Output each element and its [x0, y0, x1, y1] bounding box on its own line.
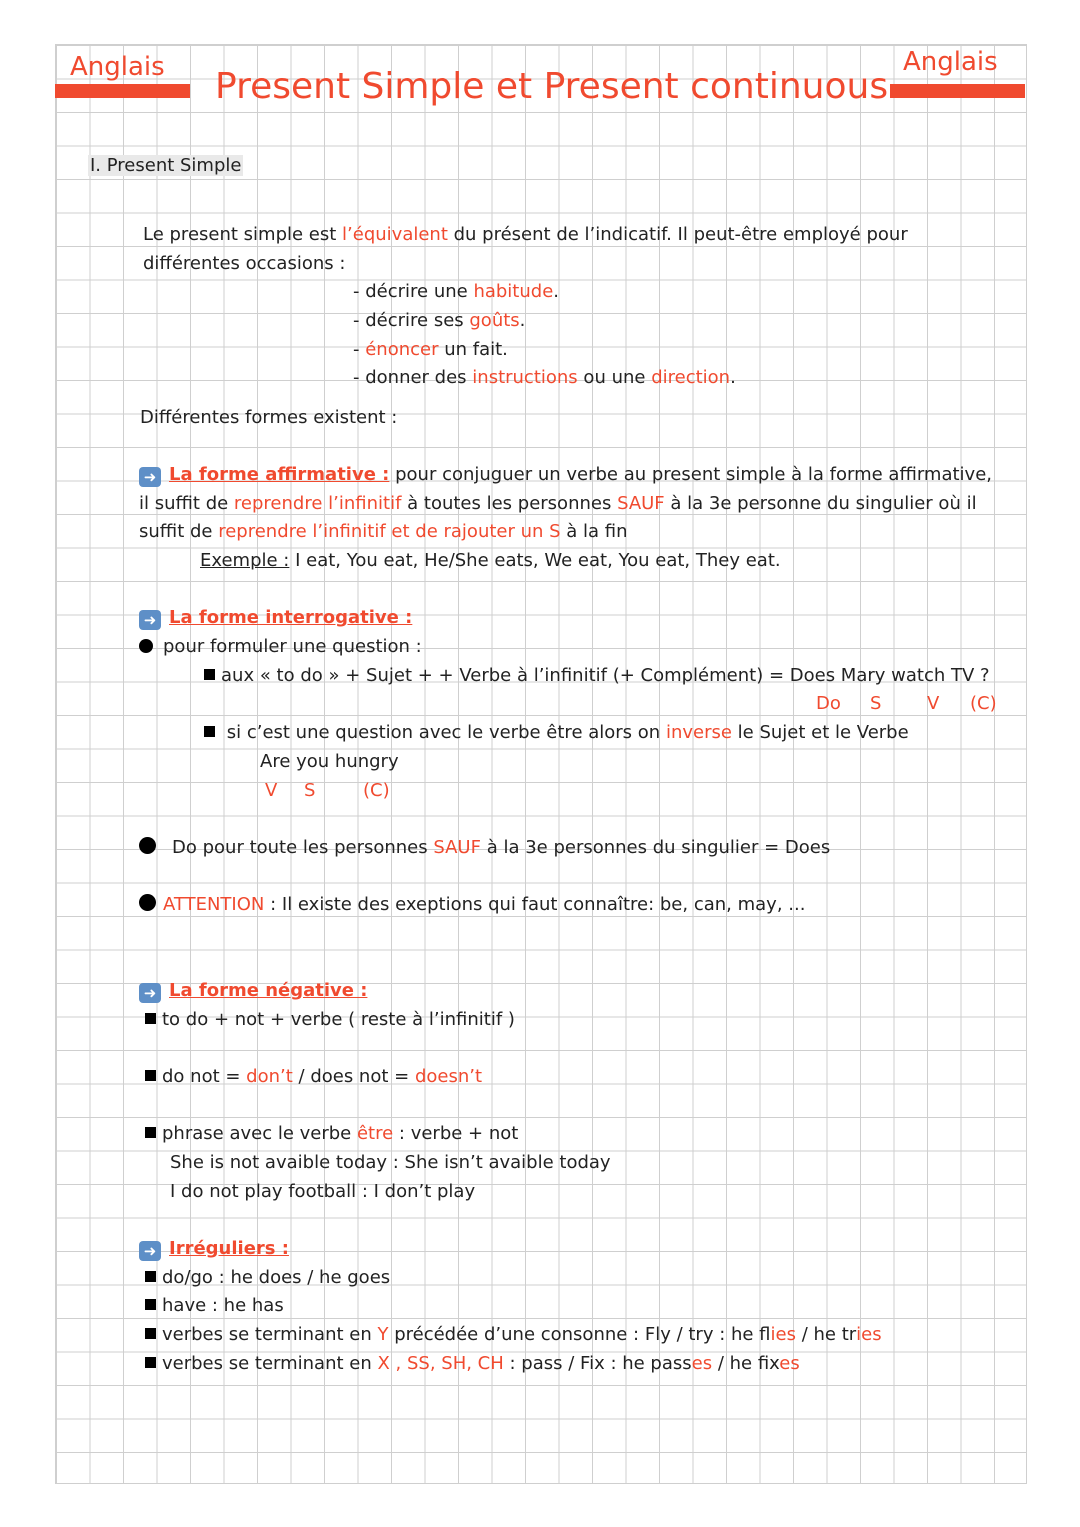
negative-rule-3: phrase avec le verbe être : verbe + not [145, 1120, 518, 1149]
bullet-dot-icon [139, 837, 156, 854]
affirmative-line-1: ➜ La forme affirmative : pour conjuguer un verbe au present simple à la forme affirmative, [139, 461, 992, 490]
irregular-item: verbes se terminant en X , SS, SH, CH : pass / Fix : he passes / he fixes [145, 1350, 800, 1379]
arrow-right-icon: ➜ [139, 1241, 161, 1261]
forms-intro: Différentes formes existent : [140, 407, 398, 428]
square-bullet-icon [145, 1013, 156, 1024]
rule2-tag: S [304, 780, 316, 801]
square-bullet-icon [145, 1271, 156, 1282]
interrogative-rule-1: aux « to do » + Sujet + + Verbe à l’infinitif (+ Complément) = Does Mary watch TV ? [204, 662, 990, 691]
use-item: - donner des instructions ou une direction. [353, 367, 736, 388]
attention-note: ATTENTION : Il existe des exeptions qui faut connaître: be, can, may, ... [139, 891, 805, 920]
negative-example-1: She is not avaible today : She isn’t avaible today [170, 1152, 611, 1173]
use-item: - énoncer un fait. [353, 339, 508, 360]
affirmative-example: Exemple : I eat, You eat, He/She eats, We eat, You eat, They eat. [200, 550, 781, 571]
irregular-item: do/go : he does / he goes [145, 1264, 390, 1293]
arrow-right-icon: ➜ [139, 610, 161, 630]
right-subject-label: Anglais [903, 47, 998, 77]
square-bullet-icon [145, 1357, 156, 1368]
square-bullet-icon [145, 1328, 156, 1339]
square-bullet-icon [145, 1127, 156, 1138]
section-label: I. Present Simple [90, 155, 242, 176]
arrow-right-icon: ➜ [139, 467, 161, 487]
rule1-tag: S [870, 693, 882, 714]
rule1-tag: Do [816, 693, 841, 714]
affirmative-line-2: il suffit de reprendre l’infinitif à toutes les personnes SAUF à la 3e personne du singulier où il [139, 493, 977, 514]
left-header-bar [55, 84, 190, 98]
interrogative-bullet: pour formuler une question : [139, 633, 422, 662]
bullet-dot-icon [139, 639, 153, 653]
negative-heading-line: ➜ La forme négative : [139, 977, 367, 1006]
rule2-example: Are you hungry [260, 751, 399, 772]
intro-line-1: Le present simple est l’équivalent du présent de l’indicatif. Il peut-être employé pour [143, 224, 908, 245]
rule1-tag: (C) [970, 693, 997, 714]
left-subject-label: Anglais [70, 52, 165, 82]
irregular-heading-line: ➜ Irréguliers : [139, 1235, 289, 1264]
square-bullet-icon [204, 669, 215, 680]
interrogative-rule-2: si c’est une question avec le verbe être alors on inverse le Sujet et le Verbe [204, 719, 909, 748]
intro-line-2: différentes occasions : [143, 253, 346, 274]
rule1-tag: V [927, 693, 940, 714]
rule2-tag: V [265, 780, 278, 801]
rule2-tag: (C) [363, 780, 390, 801]
use-item: - décrire une habitude. [353, 281, 560, 302]
do-rule: Do pour toute les personnes SAUF à la 3e personnes du singulier = Does [139, 834, 830, 863]
irregular-item: have : he has [145, 1292, 284, 1321]
interrogative-heading-line: ➜ La forme interrogative : [139, 604, 412, 633]
use-item: - décrire ses goûts. [353, 310, 526, 331]
affirmative-line-3: suffit de reprendre l’infinitif et de rajouter un S à la fin [139, 521, 628, 542]
square-bullet-icon [145, 1070, 156, 1081]
bullet-dot-icon [139, 894, 156, 911]
irregular-item: verbes se terminant en Y précédée d’une consonne : Fly / try : he flies / he tries [145, 1321, 882, 1350]
negative-example-2: I do not play football : I don’t play [170, 1181, 476, 1202]
page-title: Present Simple et Present continuous [215, 66, 889, 107]
right-header-bar [890, 84, 1025, 98]
square-bullet-icon [145, 1299, 156, 1310]
arrow-right-icon: ➜ [139, 983, 161, 1003]
square-bullet-icon [204, 726, 215, 737]
negative-rule-1: to do + not + verbe ( reste à l’infinitif ) [145, 1006, 515, 1035]
negative-rule-2: do not = don’t / does not = doesn’t [145, 1063, 482, 1092]
affirmative-heading: La forme affirmative : [169, 464, 390, 485]
